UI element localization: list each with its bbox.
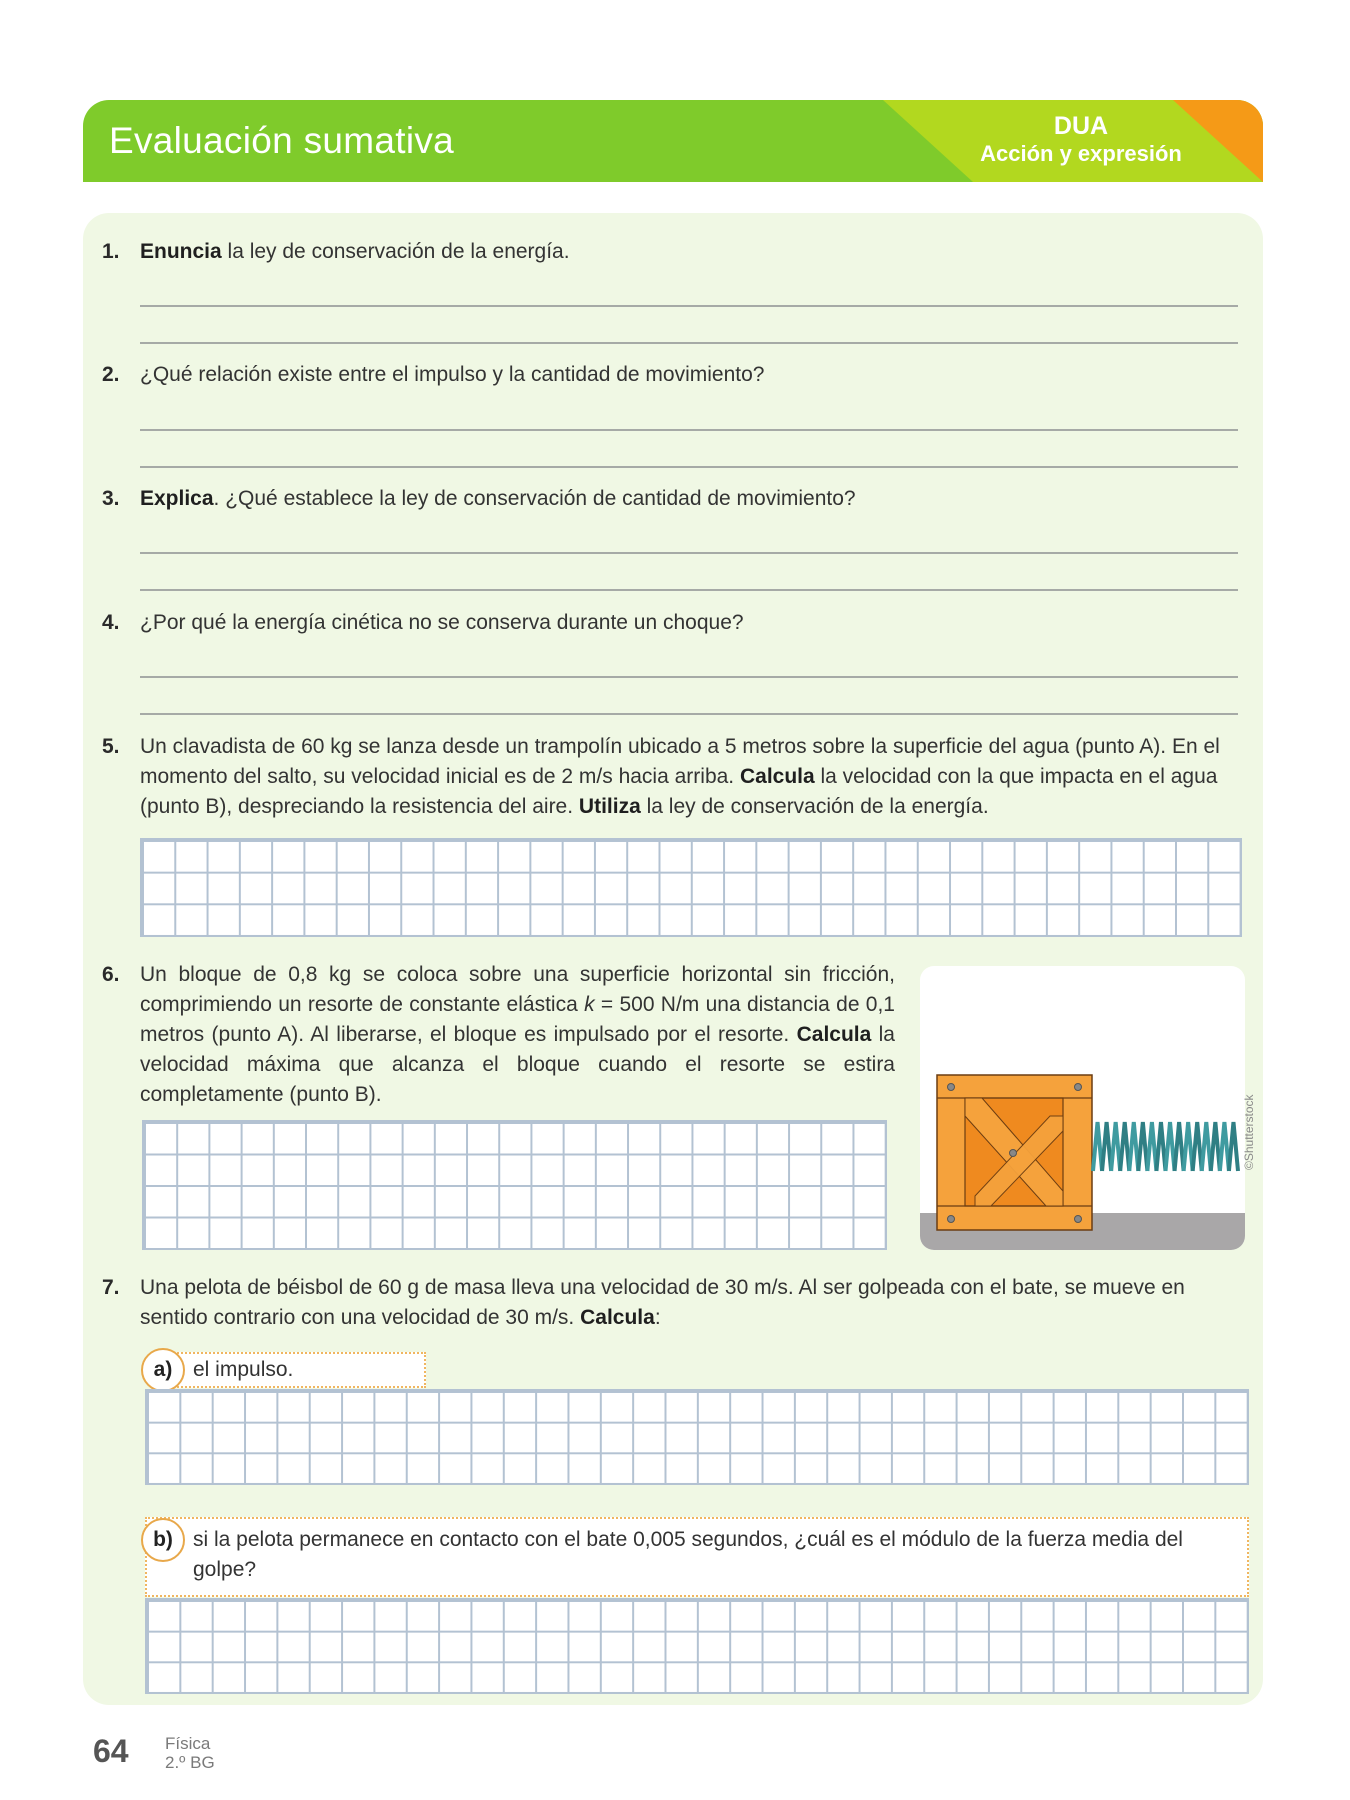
question-4 [102,608,1240,638]
answer-grid-q5[interactable] [140,838,1242,937]
question-verb: Calcula [796,1023,872,1046]
subject-name: Física [165,1734,211,1753]
grade-level: 2.º BG [165,1753,215,1772]
question-verb: Enuncia [140,240,222,263]
answer-line[interactable] [140,676,1238,678]
spring-coil [1175,1122,1184,1171]
question-text: : [654,1306,661,1329]
dua-badge-subtitle: Acción y expresión [980,141,1182,166]
answer-line[interactable] [140,342,1238,344]
dua-badge-title: DUA [1053,112,1109,140]
spring-coil [1093,1122,1102,1171]
image-credit: ©Shutterstock [1242,1094,1256,1170]
subquestion-a-text: el impulso. [193,1358,294,1381]
answer-line[interactable] [140,589,1238,591]
question-text: Un clavadista de 60 kg se lanza desde un trampolín ubicado a 5 metros sobre la superficie del agua (punto A). En el momento del salto, su velocidad inicial es de 2 m/s hacia arriba. [140,735,1220,788]
answer-grid-q7a[interactable] [145,1389,1249,1485]
spring-coil [1211,1122,1220,1171]
question-number: 5. [102,735,120,758]
question-text: la ley de conservación de la energía. [640,795,989,818]
spring-coil [1120,1122,1129,1171]
question-7 [102,1273,1245,1333]
question-verb: Explica [140,487,214,510]
spring-coil [1138,1122,1147,1171]
spring-coil [1220,1122,1229,1171]
question-number: 6. [102,963,120,986]
section-header [83,100,1263,182]
answer-line[interactable] [140,713,1238,715]
spring-coil [1102,1122,1111,1171]
page-number: 64 [93,1733,129,1769]
question-text: ¿Qué relación existe entre el impulso y la cantidad de movimiento? [140,363,765,386]
spring-coil [1111,1122,1120,1171]
question-text: ¿Por qué la energía cinética no se conserva durante un choque? [140,611,744,634]
subquestion-b-text: si la pelota permanece en contacto con el bate 0,005 segundos, ¿cuál es el módulo de la fuerza media del golpe? [193,1528,1183,1581]
question-text: = 500 N/m una distancia de 0,1 metros (punto A). Al liberarse, el bloque es impulsado por el resorte. [140,993,895,1046]
spring-coil [1202,1122,1211,1171]
answer-grid-q6[interactable] [142,1120,887,1250]
spring-coil [1129,1122,1138,1171]
answer-line[interactable] [140,552,1238,554]
spring-icon [1093,1122,1238,1171]
spring-coil [1156,1122,1165,1171]
crate-icon [937,1075,1092,1230]
question-1 [102,237,1240,267]
answer-line[interactable] [140,429,1238,431]
question-number: 1. [102,240,120,263]
question-text: Un bloque de 0,8 kg se coloca sobre una superficie horizontal sin fricción, comprimiendo un resorte de constante elástica [140,963,895,1016]
question-number: 3. [102,487,120,510]
question-verb: Calcula [739,765,815,788]
spring-block-illustration [920,966,1245,1250]
page-title: Evaluación sumativa [109,120,455,161]
question-text: la velocidad con la que impacta en el agua (punto B), despreciando la resistencia del aire. [140,765,1218,818]
spring-coil [1147,1122,1156,1171]
spring-coil [1184,1122,1193,1171]
variable-k: k [584,993,595,1016]
question-6 [102,960,895,1110]
question-3 [102,484,1240,514]
question-text: . ¿Qué establece la ley de conservación de cantidad de movimiento? [213,487,856,510]
subquestion-b-label: b) [141,1518,185,1562]
dua-badge [971,112,1191,168]
question-number: 2. [102,363,120,386]
subquestion-a-label: a) [141,1348,185,1392]
question-number: 7. [102,1276,120,1299]
footer-subject [165,1734,215,1772]
question-text: la ley de conservación de la energía. [221,240,570,263]
answer-line[interactable] [140,305,1238,307]
question-verb: Utiliza [578,795,641,818]
answer-grid-q7b[interactable] [145,1598,1249,1694]
question-2 [102,360,1240,390]
question-number: 4. [102,611,120,634]
question-text: Una pelota de béisbol de 60 g de masa lleva una velocidad de 30 m/s. Al ser golpeada con el bate, se mueve en sentido contrario con una velocidad de 30 m/s. [140,1276,1185,1329]
spring-coil [1193,1122,1202,1171]
question-verb: Calcula [580,1306,655,1329]
crate-spring-svg [920,966,1245,1250]
question-text: la velocidad máxima que alcanza el bloque cuando el resorte se estira completamente (punto B). [140,1023,895,1106]
spring-coil [1229,1122,1238,1171]
spring-coil [1166,1122,1175,1171]
answer-line[interactable] [140,466,1238,468]
question-5 [102,732,1245,822]
